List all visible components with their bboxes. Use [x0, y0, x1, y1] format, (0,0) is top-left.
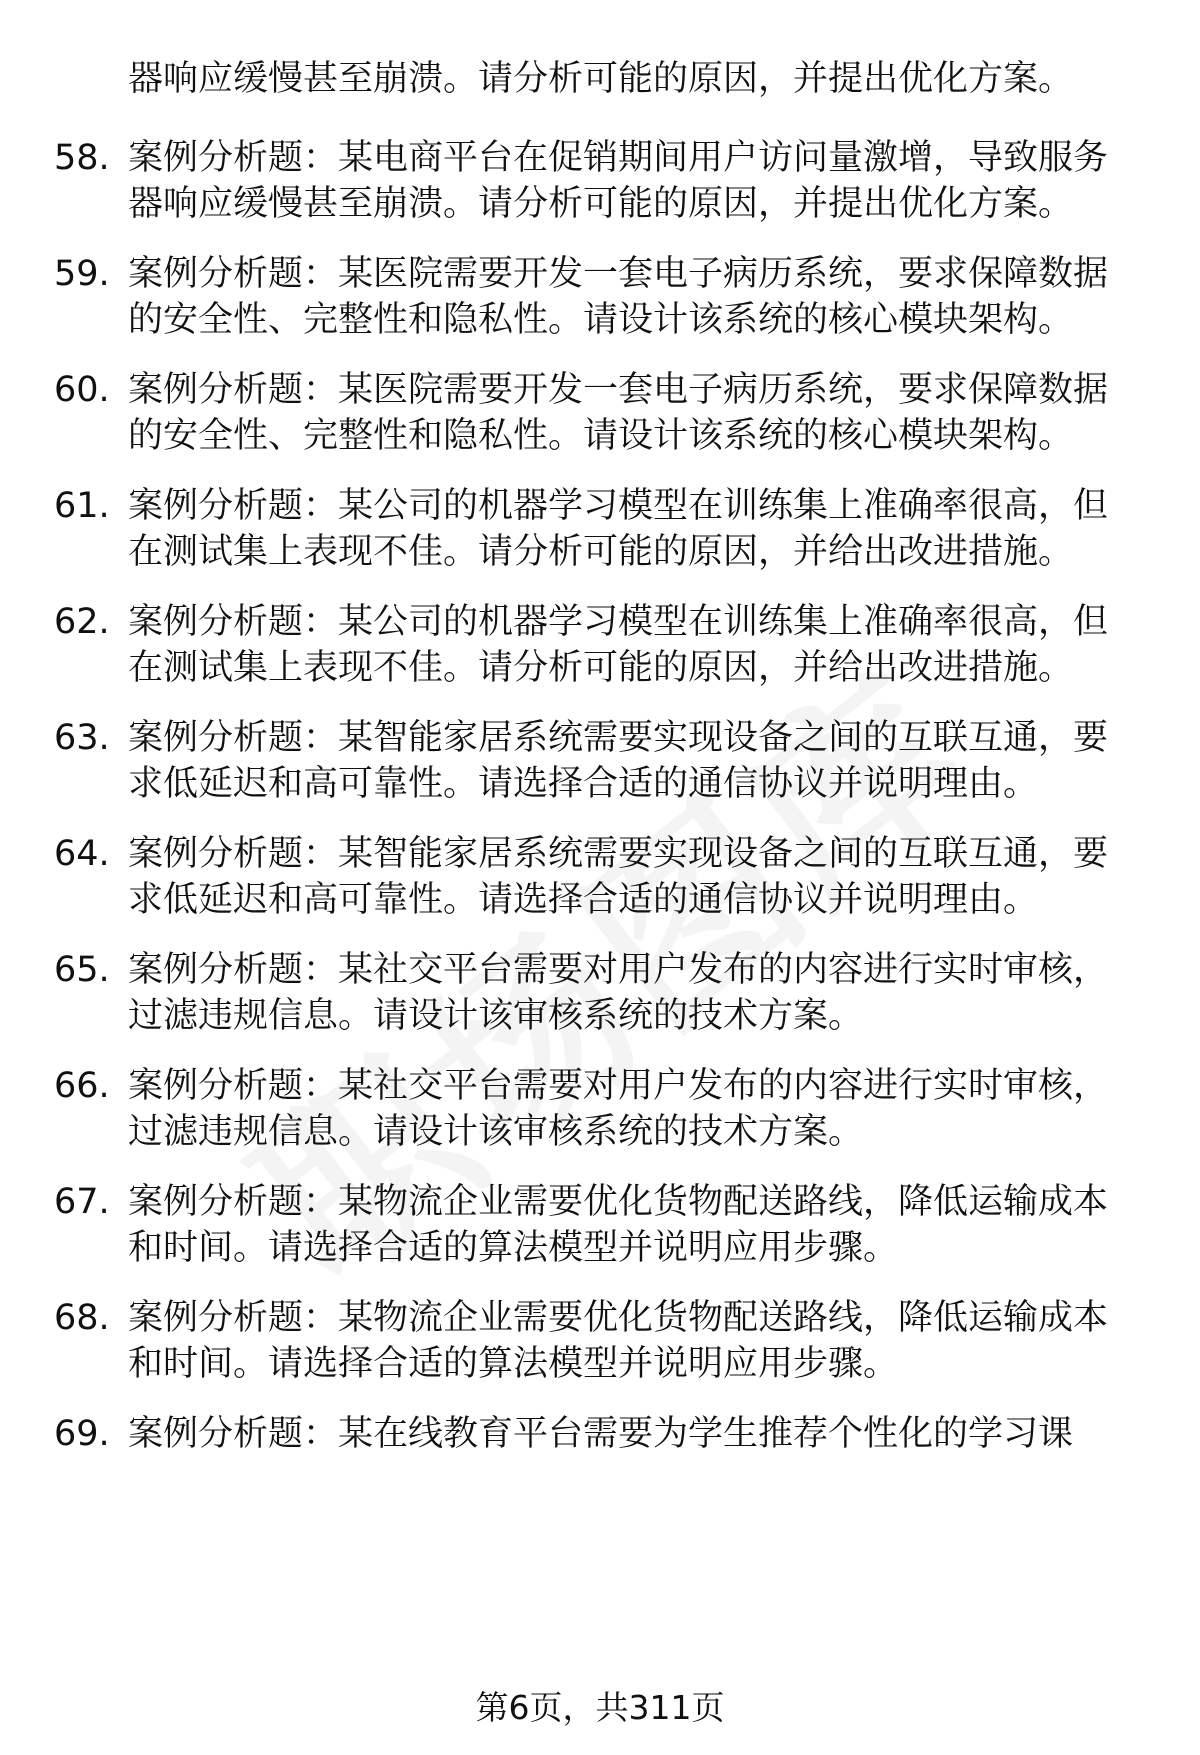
- question-text-line: 过滤违规信息。请设计该审核系统的技术方案。: [128, 996, 864, 1036]
- question-61: [0, 481, 1200, 581]
- question-text-line: 在测试集上表现不佳。请分析可能的原因，并给出改进措施。: [128, 648, 1074, 688]
- question-text-line: 求低延迟和高可靠性。请选择合适的通信协议并说明理由。: [128, 880, 1039, 920]
- question-text-line: 和时间。请选择合适的算法模型并说明应用步骤。: [128, 1228, 899, 1268]
- question-text-line: 案例分析题：某社交平台需要对用户发布的内容进行实时审核，: [128, 1066, 1109, 1106]
- question-text-line: 案例分析题：某公司的机器学习模型在训练集上准确率很高，但: [128, 486, 1109, 526]
- question-62: [0, 597, 1200, 697]
- question-number: 65.: [54, 950, 110, 990]
- question-number: 61.: [54, 486, 110, 526]
- question-text-line: 案例分析题：某医院需要开发一套电子病历系统，要求保障数据: [128, 254, 1109, 294]
- question-text-line: 案例分析题：某智能家居系统需要实现设备之间的互联互通，要: [128, 834, 1109, 874]
- question-text-line: 案例分析题：某社交平台需要对用户发布的内容进行实时审核，: [128, 950, 1109, 990]
- question-text-line: 案例分析题：某电商平台在促销期间用户访问量激增，导致服务: [128, 138, 1109, 178]
- question-number: 64.: [54, 834, 110, 874]
- question-60: [0, 365, 1200, 465]
- question-number: 58.: [54, 138, 110, 178]
- question-67: [0, 1177, 1200, 1277]
- question-58: [0, 133, 1200, 233]
- question-68: [0, 1293, 1200, 1393]
- question-text-line: 求低延迟和高可靠性。请选择合适的通信协议并说明理由。: [128, 764, 1039, 804]
- question-number: 67.: [54, 1182, 110, 1222]
- question-text-line: 器响应缓慢甚至崩溃。请分析可能的原因，并提出优化方案。: [128, 184, 1074, 224]
- question-number: 59.: [54, 254, 110, 294]
- question-number: 68.: [54, 1298, 110, 1338]
- question-66: [0, 1061, 1200, 1161]
- question-number: 60.: [54, 370, 110, 410]
- question-text-line: 在测试集上表现不佳。请分析可能的原因，并给出改进措施。: [128, 532, 1074, 572]
- question-text-line: 的安全性、完整性和隐私性。请设计该系统的核心模块架构。: [128, 416, 1074, 456]
- question-number: 62.: [54, 602, 110, 642]
- question-65: [0, 945, 1200, 1045]
- question-69: [0, 1409, 1200, 1509]
- question-text-line: 案例分析题：某公司的机器学习模型在训练集上准确率很高，但: [128, 602, 1109, 642]
- question-text-line: 案例分析题：某在线教育平台需要为学生推荐个性化的学习课: [128, 1414, 1074, 1454]
- question-text-line: 的安全性、完整性和隐私性。请设计该系统的核心模块架构。: [128, 300, 1074, 340]
- question-text-line: 案例分析题：某物流企业需要优化货物配送路线，降低运输成本: [128, 1182, 1109, 1222]
- continuation-text: 器响应缓慢甚至崩溃。请分析可能的原因，并提出优化方案。: [128, 59, 1074, 99]
- question-number: 66.: [54, 1066, 110, 1106]
- page-footer: 第6页，共311页: [475, 1688, 725, 1727]
- question-number: 69.: [54, 1414, 110, 1454]
- question-64: [0, 829, 1200, 929]
- question-text-line: 和时间。请选择合适的算法模型并说明应用步骤。: [128, 1344, 899, 1384]
- question-text-line: 案例分析题：某医院需要开发一套电子病历系统，要求保障数据: [128, 370, 1109, 410]
- question-text-line: 过滤违规信息。请设计该审核系统的技术方案。: [128, 1112, 864, 1152]
- question-59: [0, 249, 1200, 349]
- question-text-line: 案例分析题：某智能家居系统需要实现设备之间的互联互通，要: [128, 718, 1109, 758]
- question-text-line: 案例分析题：某物流企业需要优化货物配送路线，降低运输成本: [128, 1298, 1109, 1338]
- question-number: 63.: [54, 718, 110, 758]
- question-63: [0, 713, 1200, 813]
